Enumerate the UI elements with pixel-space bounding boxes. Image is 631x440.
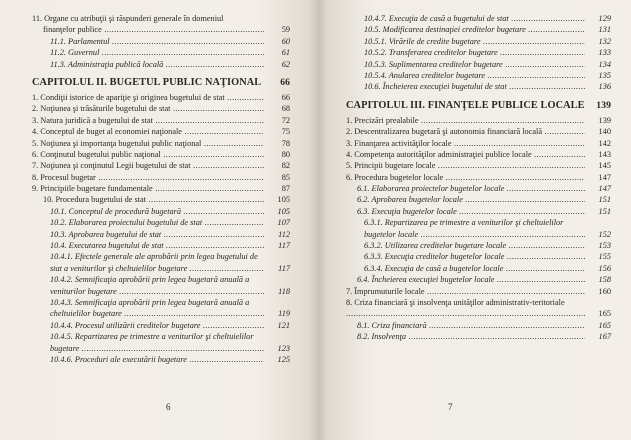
toc-entry-page: 117 — [278, 241, 290, 251]
toc-entry-page: 152 — [598, 229, 611, 239]
toc-entry-page: 118 — [278, 286, 290, 296]
toc-entry-page: 142 — [598, 138, 611, 148]
toc-entry-title: CAPITOLUL III. FINANŢELE PUBLICE LOCALE ..... — [346, 98, 585, 113]
toc-entry-title: 10.6. Încheierea execuţiei bugetului de stat ..... — [364, 81, 585, 92]
toc-entry-title: 7. Noţiunea şi conţinutul Legii bugetului de stat ..... — [32, 160, 264, 171]
toc-entry-page: 151 — [598, 195, 611, 205]
toc-entry — [32, 286, 290, 297]
toc-entry-page: 75 — [281, 127, 290, 137]
toc-entry-page: 134 — [598, 59, 611, 69]
toc-entry-page: 68 — [281, 104, 290, 114]
toc-entry — [346, 320, 611, 331]
toc-entry — [346, 172, 611, 183]
toc-entry-page: 66 — [280, 76, 290, 88]
toc-entry-page: 136 — [598, 82, 611, 92]
toc-entry-title: veniturilor bugetare ..... — [50, 286, 264, 297]
toc-entry-page: 165 — [598, 320, 611, 330]
toc-entry-page: 139 — [596, 99, 611, 111]
toc-entry — [346, 251, 611, 262]
toc-entry-page: 125 — [277, 354, 290, 364]
toc-entry-page: 135 — [598, 70, 611, 80]
toc-entry-title: 6.3.2. Utilizarea creditelor bugetare locale ..... — [364, 240, 585, 251]
toc-entry-title: 6.3.1. Repartizarea pe trimestre a veniturilor şi cheltuielilor — [364, 218, 564, 228]
toc-entry — [346, 138, 611, 149]
chapter-heading — [346, 98, 611, 113]
toc-entry-page: 85 — [281, 172, 290, 182]
toc-entry-title: 10.4.5. Repartizarea pe trimestre a veniturilor şi cheltuielilor — [50, 332, 254, 342]
toc-entry-page: 147 — [598, 184, 611, 194]
toc-entry-page: 167 — [598, 332, 611, 342]
toc-entry-page: 123 — [277, 343, 290, 353]
toc-entry-title: 6. Procedura bugetelor locale ..... — [346, 172, 585, 183]
toc-entry — [346, 13, 611, 24]
toc-entry-title: stat a veniturilor şi cheltuielilor bugetare ..... — [50, 263, 264, 274]
toc-entry-title: 10.5. Modificarea destinaţiei creditelor bugetare ..... — [364, 24, 585, 35]
toc-entry-page: 105 — [277, 195, 290, 205]
toc-entry — [32, 172, 290, 183]
toc-entry — [346, 308, 611, 319]
toc-entry — [346, 24, 611, 35]
toc-entry-page: 145 — [598, 161, 611, 171]
left-toc — [32, 13, 290, 365]
toc-entry — [32, 183, 290, 194]
toc-entry — [346, 263, 611, 274]
toc-entry-page: 72 — [281, 115, 290, 125]
toc-entry-title: 1. Precizări prealabile ..... — [346, 115, 585, 126]
toc-entry-title: 8. Procesul bugetar ..... — [32, 172, 264, 183]
toc-entry — [32, 206, 290, 217]
toc-entry-title: 10.4.7. Execuţia de casă a bugetului de stat ..... — [364, 13, 585, 24]
toc-entry-page: 60 — [281, 36, 290, 46]
toc-entry-page: 158 — [598, 275, 611, 285]
toc-entry — [346, 160, 611, 171]
toc-entry-title: 11.1. Parlamentul ..... — [50, 36, 264, 47]
toc-entry-title: 4. Competenţa autorităţilor administraţiei publice locale ..... — [346, 149, 585, 160]
toc-entry-page: 131 — [598, 25, 611, 35]
toc-entry-title: 4. Conceptul de buget al economiei naţionale ..... — [32, 126, 264, 137]
toc-entry-page: 129 — [598, 14, 611, 23]
toc-entry — [32, 251, 290, 262]
toc-entry-title: 6.3. Execuţia bugetelor locale ..... — [357, 206, 585, 217]
toc-entry — [32, 103, 290, 114]
toc-entry-title: 6.2. Aprobarea bugetelor locale ..... — [357, 194, 585, 205]
toc-entry-page: 133 — [598, 48, 611, 58]
toc-entry — [346, 229, 611, 240]
toc-entry-title: 7. Împrumuturile locale ..... — [346, 286, 585, 297]
toc-entry — [32, 115, 290, 126]
toc-entry — [346, 81, 611, 92]
toc-entry-page: 61 — [281, 48, 290, 58]
toc-entry — [346, 36, 611, 47]
toc-entry-title: 2. Descentralizarea bugetară şi autonomia financiară locală ..... — [346, 126, 585, 137]
toc-entry-title: 10. Procedura bugetului de stat ..... — [43, 194, 264, 205]
toc-entry-title: 2. Noţiunea şi trăsăturile bugetului de stat ..... — [32, 103, 264, 114]
toc-entry-title: 11. Organe cu atribuţii şi răspunderi generale în domeniul — [32, 14, 224, 23]
toc-entry — [346, 47, 611, 58]
toc-entry — [32, 331, 290, 342]
toc-entry-title: 10.4.4. Procesul utilizării creditelor bugetare ..... — [50, 320, 264, 331]
toc-entry — [32, 13, 290, 24]
toc-entry-title: bugetelor locale ..... — [364, 229, 585, 240]
toc-entry-page: 140 — [598, 127, 611, 137]
toc-entry — [346, 331, 611, 342]
toc-entry — [32, 24, 290, 35]
toc-entry-title: 3. Natura juridică a bugetului de stat ..... — [32, 115, 264, 126]
toc-entry — [32, 149, 290, 160]
right-page-number: 7 — [448, 402, 453, 412]
toc-entry-page: 121 — [277, 320, 290, 330]
toc-entry-title: 10.4.6. Proceduri ale executării bugetare ..... — [50, 354, 264, 365]
toc-entry-title: finanţelor publice ..... — [43, 24, 264, 35]
toc-entry — [32, 138, 290, 149]
toc-entry — [32, 160, 290, 171]
toc-entry-page: 165 — [598, 309, 611, 319]
toc-entry — [32, 354, 290, 365]
toc-entry — [32, 59, 290, 70]
toc-entry — [32, 297, 290, 308]
toc-entry-title: 11.3. Administraţia publică locală ..... — [50, 59, 264, 70]
toc-entry-page: 66 — [281, 92, 290, 102]
toc-entry — [32, 229, 290, 240]
toc-entry-title: 10.5.3. Suplimentarea creditelor bugetare ..... — [364, 59, 585, 70]
toc-entry-title: 5. Noţiunea şi importanţa bugetului public naţional ..... — [32, 138, 264, 149]
toc-entry — [346, 70, 611, 81]
toc-entry-title: 10.2. Elaborarea proiectului bugetului de stat ..... — [50, 217, 264, 228]
toc-entry — [32, 217, 290, 228]
toc-entry-page: 117 — [278, 263, 290, 273]
toc-entry-page: 112 — [278, 229, 290, 239]
toc-entry-page: 78 — [281, 138, 290, 148]
toc-entry — [346, 59, 611, 70]
toc-entry — [32, 274, 290, 285]
toc-entry-title — [346, 308, 585, 319]
toc-entry — [346, 194, 611, 205]
toc-entry-title: 11.2. Guvernul ..... — [50, 47, 264, 58]
toc-entry-page: 143 — [598, 149, 611, 159]
toc-entry-title: 10.4.3. Semnificaţia aprobării prin legea bugetară anuală a — [50, 297, 250, 307]
toc-entry-title: 10.4. Executarea bugetului de stat ..... — [50, 240, 264, 251]
toc-entry-page: 160 — [598, 286, 611, 296]
toc-entry — [346, 183, 611, 194]
toc-entry-title: 6.1. Elaborarea proiectelor bugetelor locale ..... — [357, 183, 585, 194]
toc-entry — [32, 320, 290, 331]
toc-entry — [32, 47, 290, 58]
toc-entry — [32, 308, 290, 319]
right-toc — [346, 13, 611, 343]
toc-entry-title: 6.3.3. Execuţia creditelor bugetelor locale ..... — [364, 251, 585, 262]
toc-entry-page: 87 — [281, 184, 290, 194]
toc-entry-title: 6. Conţinutul bugetului public naţional ..... — [32, 149, 264, 160]
toc-entry-title: 10.4.1. Efectele generale ale aprobării prin legea bugetului de — [50, 252, 258, 262]
toc-entry — [32, 343, 290, 354]
toc-entry-title: CAPITOLUL II. BUGETUL PUBLIC NAŢIONAL ..... — [32, 75, 264, 90]
toc-entry-page: 82 — [281, 161, 290, 171]
toc-entry — [32, 240, 290, 251]
toc-entry — [346, 240, 611, 251]
toc-entry-page: 80 — [281, 149, 290, 159]
left-page-number: 6 — [166, 402, 171, 412]
toc-entry-page: 59 — [281, 25, 290, 35]
toc-entry-page: 151 — [598, 206, 611, 216]
toc-entry-title: 6.4. Încheierea execuţiei bugetelor locale ..... — [357, 274, 585, 285]
toc-entry-title: bugetare ..... — [50, 343, 264, 354]
toc-entry — [346, 126, 611, 137]
toc-entry — [32, 263, 290, 274]
toc-entry-title: 5. Principii bugetare locale ..... — [346, 160, 585, 171]
toc-entry-page: 156 — [598, 263, 611, 273]
toc-entry-page: 139 — [598, 115, 611, 125]
toc-entry-page: 147 — [598, 172, 611, 182]
right-page — [318, 0, 631, 440]
toc-entry — [346, 217, 611, 228]
toc-entry-title: 8.2. Insolvenţa ..... — [357, 331, 585, 342]
toc-entry — [32, 36, 290, 47]
toc-entry-title: cheltuielilor bugetare ..... — [50, 308, 264, 319]
toc-entry-title: 1. Condiţii istorice de apariţie şi originea bugetului de stat ..... — [32, 92, 264, 103]
toc-entry-title: 9. Principiile bugetare fundamentale ..... — [32, 183, 264, 194]
toc-entry-title: 3. Finanţarea activităţilor locale ..... — [346, 138, 585, 149]
toc-entry — [32, 92, 290, 103]
toc-entry-title: 8. Criza financiară şi insolvenţa unităţilor administrativ-teritoriale — [346, 297, 565, 307]
toc-entry-title: 10.1. Conceptul de procedură bugetară ..... — [50, 206, 264, 217]
toc-entry — [346, 115, 611, 126]
toc-entry-page: 105 — [277, 206, 290, 216]
toc-entry-page: 107 — [277, 218, 290, 228]
toc-entry — [346, 206, 611, 217]
toc-entry — [32, 194, 290, 205]
toc-entry-title: 6.3.4. Execuţia de casă a bugetelor locale ..... — [364, 263, 585, 274]
chapter-heading — [32, 75, 290, 90]
toc-entry-page: 62 — [281, 59, 290, 69]
toc-entry-title: 10.5.2. Transferarea creditelor bugetare ..... — [364, 47, 585, 58]
toc-entry — [346, 274, 611, 285]
toc-entry-title: 10.5.4. Anularea creditelor bugetare ..... — [364, 70, 585, 81]
toc-entry-title: 8.1. Criza financiară ..... — [357, 320, 585, 331]
toc-entry-title: 10.3. Aprobarea bugetului de stat ..... — [50, 229, 264, 240]
toc-entry-page: 119 — [278, 309, 290, 319]
toc-entry-title: 10.4.2. Semnificaţia aprobării prin legea bugetară anuală a — [50, 275, 250, 285]
toc-entry — [346, 297, 611, 308]
toc-entry-title: 10.5.1. Virările de credite bugetare ..... — [364, 36, 585, 47]
toc-entry-page: 155 — [598, 252, 611, 262]
toc-entry — [32, 126, 290, 137]
toc-entry — [346, 149, 611, 160]
toc-entry — [346, 286, 611, 297]
toc-entry-page: 132 — [598, 36, 611, 46]
toc-entry-page: 153 — [598, 241, 611, 251]
